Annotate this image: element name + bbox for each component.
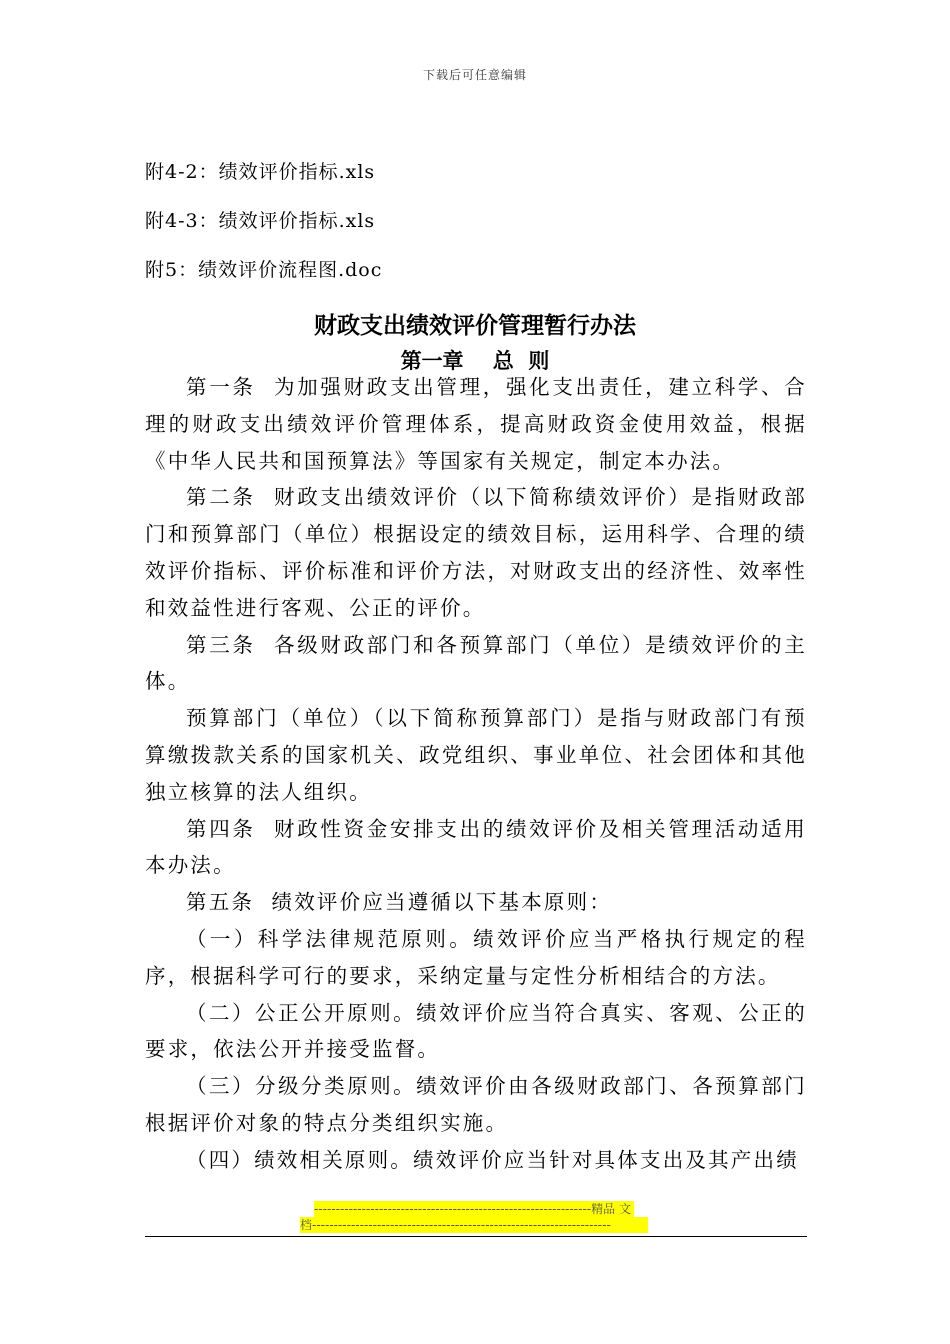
principle-paragraph: （一）科学法律规范原则。绩效评价应当严格执行规定的程序，根据科学可行的要求，采纳定量与定性分析相结合的方法。 <box>145 926 807 988</box>
principle-paragraph: （二）公正公开原则。绩效评价应当符合真实、客观、公正的要求，依法公开并接受监督。 <box>145 1000 807 1062</box>
principle-paragraph: （三）分级分类原则。绩效评价由各级财政部门、各预算部门根据评价对象的特点分类组织实施。 <box>145 1074 807 1135</box>
footer-watermark <box>300 1201 650 1233</box>
article-paragraph: 预算部门（单位）（以下简称预算部门）是指与财政部门有预算缴拨款关系的国家机关、政党组织、事业单位、社会团体和其他独立核算的法人组织。 <box>145 706 807 804</box>
document-body <box>145 369 807 1179</box>
attachment-item: 附4-3：绩效评价指标.xls <box>145 210 376 232</box>
footer-line: ----------------------------------------------------------------精品 文 <box>314 1201 634 1217</box>
document-title: 财政支出绩效评价管理暂行办法 <box>314 313 636 339</box>
article-paragraph: 第五条 绩效评价应当遵循以下基本原则： <box>186 890 613 915</box>
article-paragraph: 第四条 财政性资金安排支出的绩效评价及相关管理活动适用本办法。 <box>145 816 807 878</box>
footer-line: 档--------------------------------------------------------------------- <box>300 1217 648 1233</box>
attachment-item: 附4-2：绩效评价指标.xls <box>145 161 376 183</box>
article-paragraph: 第二条 财政支出绩效评价（以下简称绩效评价）是指财政部门和预算部门（单位）根据设定的绩效目标，运用科学、合理的绩效评价指标、评价标准和评价方法，对财政支出的经济性、效率性和效益性进行客观、公正的评价。 <box>145 485 807 620</box>
page-header-note: 下载后可任意编辑 <box>422 68 527 82</box>
article-paragraph: 第一条 为加强财政支出管理，强化支出责任，建立科学、合理的财政支出绩效评价管理体系，提高财政资金使用效益，根据《中华人民共和国预算法》等国家有关规定，制定本办法。 <box>145 375 807 473</box>
article-paragraph: 第三条 各级财政部门和各预算部门（单位）是绩效评价的主体。 <box>145 632 807 694</box>
footer-divider <box>145 1236 807 1237</box>
attachment-item: 附5：绩效评价流程图.doc <box>145 259 383 281</box>
principle-paragraph: （四）绩效相关原则。绩效评价应当针对具体支出及其产出绩 <box>186 1147 799 1172</box>
attachment-list <box>145 156 805 303</box>
chapter-heading: 第一章 总 则 <box>400 349 550 373</box>
